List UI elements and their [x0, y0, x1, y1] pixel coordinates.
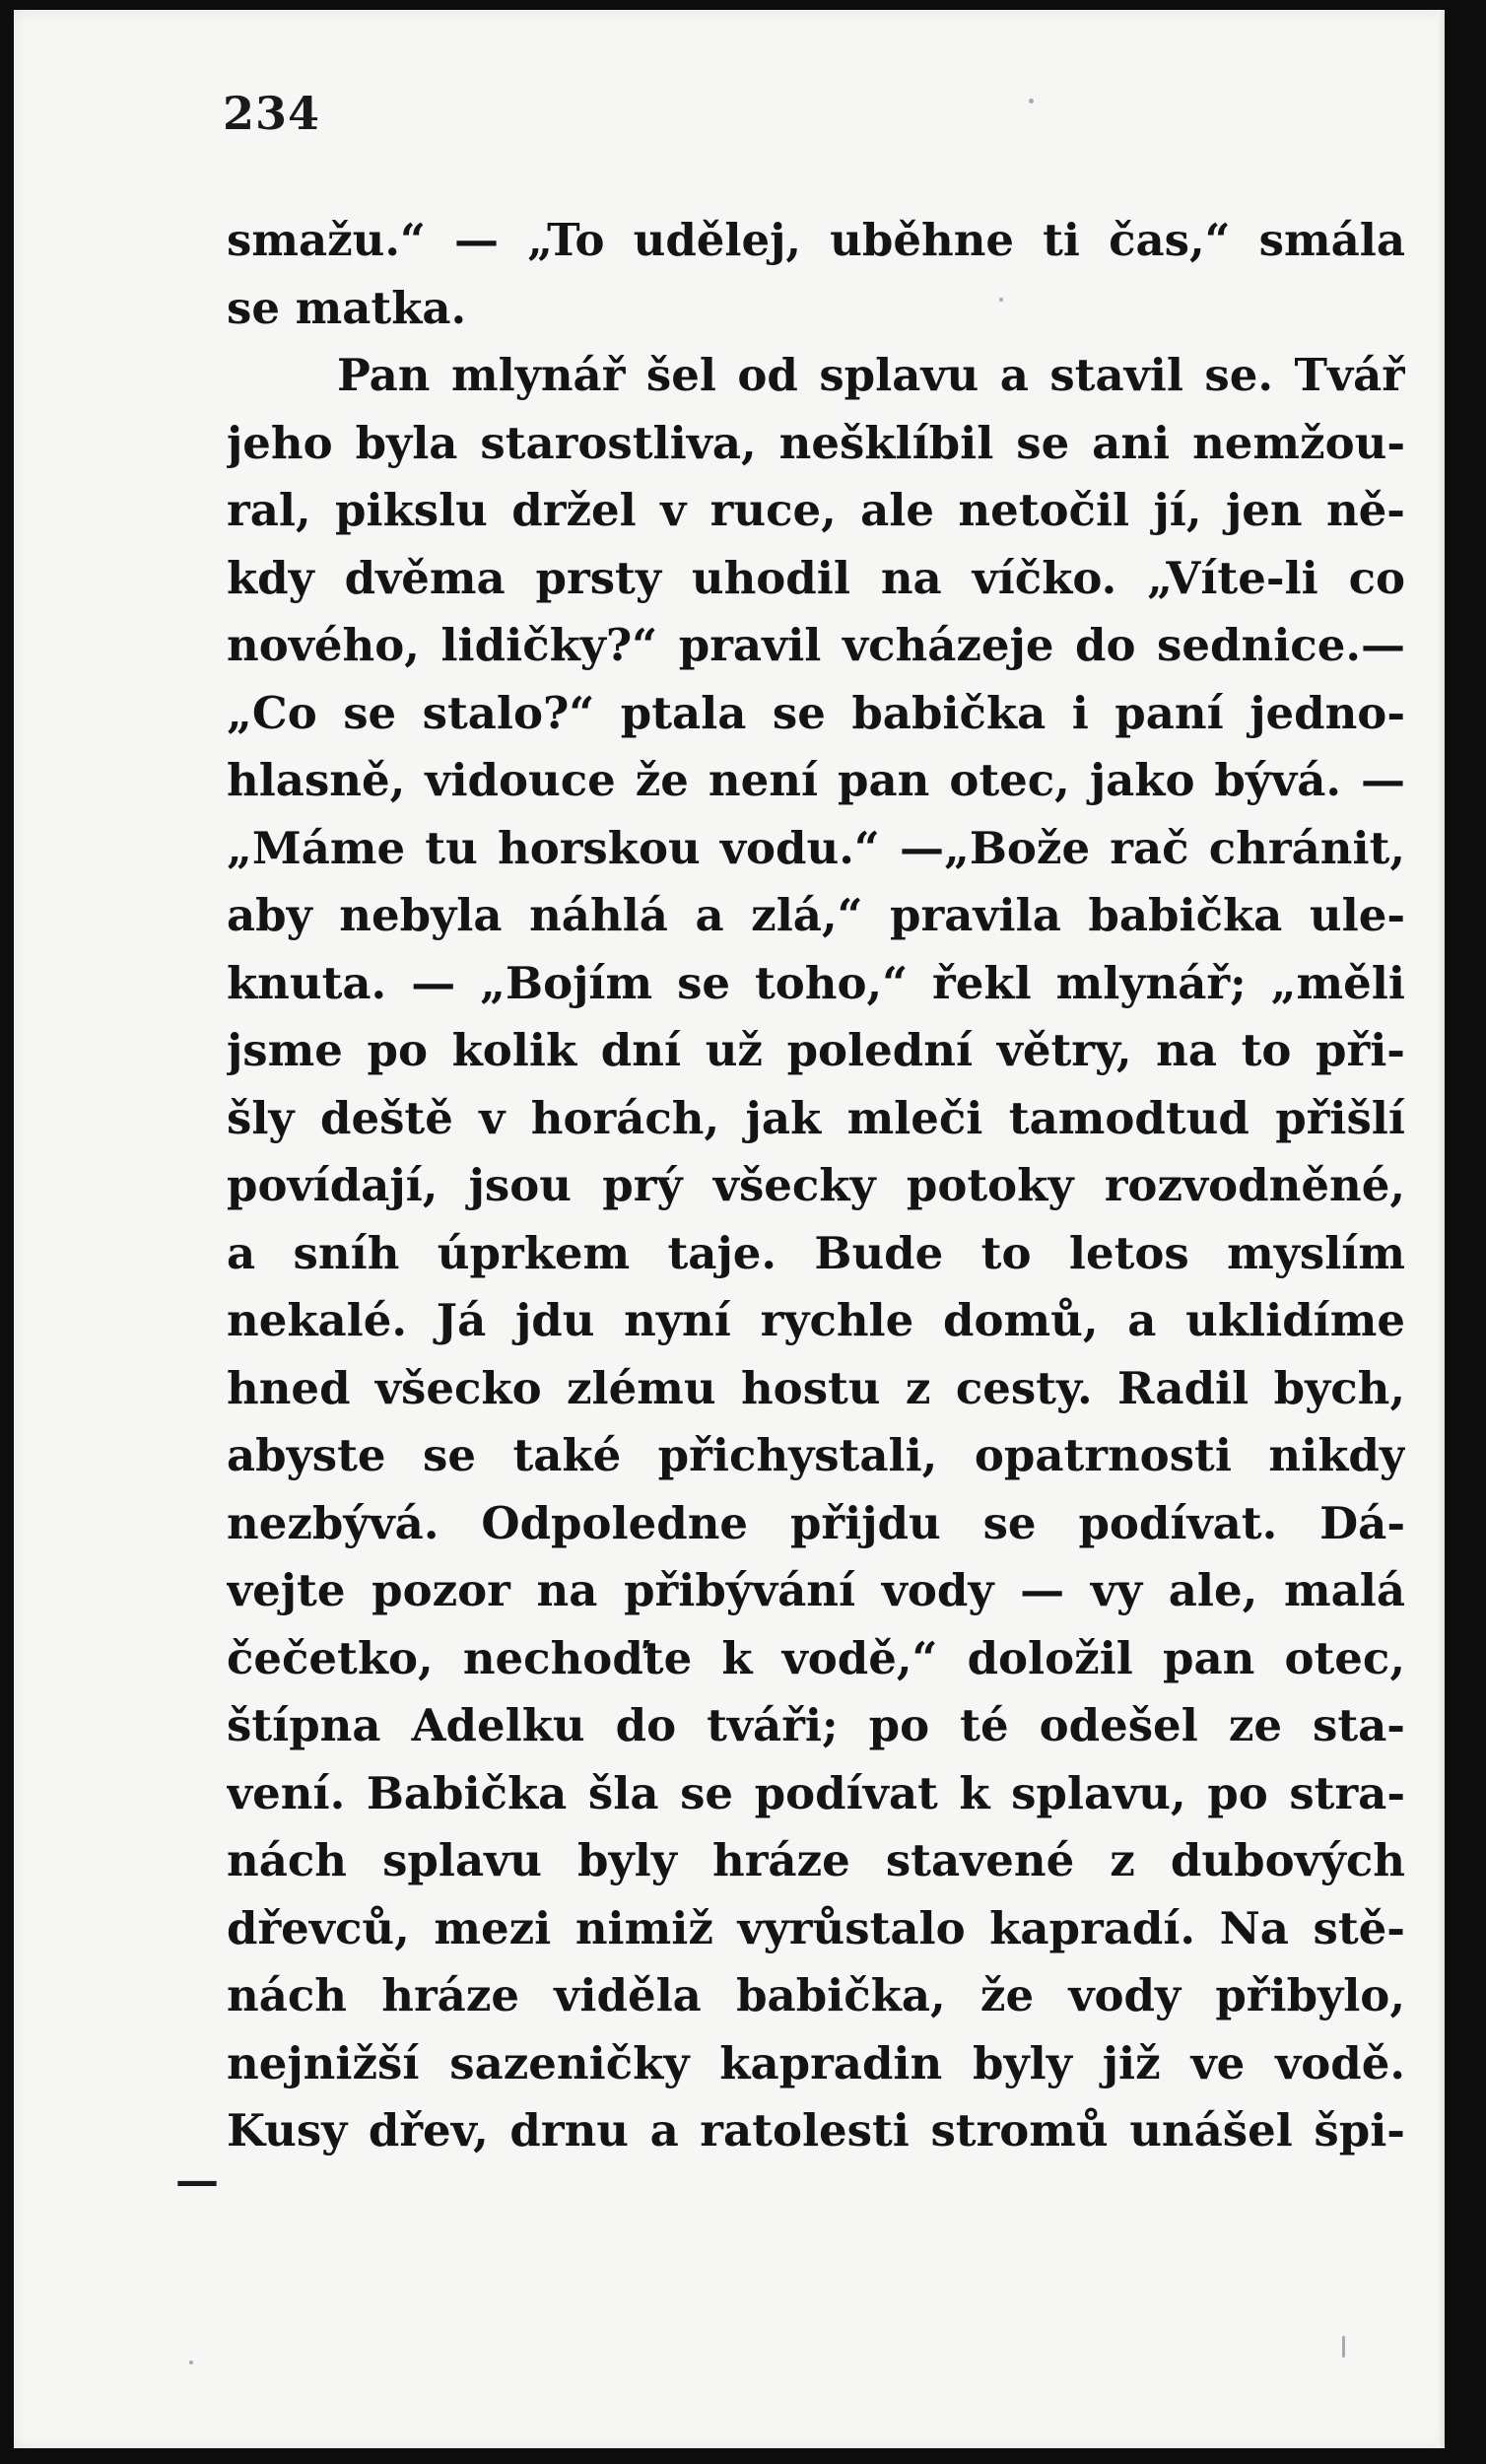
text-line: nách splavu byly hráze stavené z dubových: [227, 1834, 1405, 1886]
book-page: [14, 10, 1445, 2448]
text-line: knuta. — „Bojím se toho,“ řekl mlynář; „měli: [227, 956, 1405, 1009]
text-line: nového, lidičky?“ pravil vcházeje do sednice.—: [227, 619, 1405, 671]
text-line: hlasně, vidouce že není pan otec, jako bývá. —: [227, 754, 1405, 806]
margin-mark: —: [175, 2156, 219, 2206]
paper-speck: [1029, 99, 1034, 103]
text-line: Pan mlynář šel od splavu a stavil se. Tvář: [337, 349, 1405, 401]
text-line: „Máme tu horskou vodu.“ —„Bože rač chránit,: [227, 821, 1405, 874]
text-line: dřevců, mezi nimiž vyrůstalo kapradí. Na stě-: [227, 1901, 1405, 1954]
text-line: jsme po kolik dní už polední větry, na to při-: [227, 1024, 1405, 1076]
text-line: nekalé. Já jdu nyní rychle domů, a uklidíme: [227, 1294, 1405, 1346]
text-line: „Co se stalo?“ ptala se babička i paní jedno-: [227, 686, 1405, 739]
text-line: abyste se také přichystali, opatrnosti nikdy: [227, 1429, 1405, 1481]
text-line: nejnižší sazeničky kapradin byly již ve vodě.: [227, 2036, 1405, 2089]
text-line: štípna Adelku do tváři; po té odešel ze sta-: [227, 1699, 1405, 1751]
paper-speck: [999, 298, 1003, 302]
body-text: [227, 207, 1405, 2165]
page-edge: [1437, 10, 1445, 2448]
text-line: vení. Babička šla se podívat k splavu, po stra-: [227, 1766, 1405, 1819]
page-number: 234: [223, 87, 321, 140]
text-line: a sníh úprkem taje. Bude to letos myslím: [227, 1226, 1405, 1279]
text-line: hned všecko zlému hostu z cesty. Radil bych,: [227, 1361, 1405, 1414]
text-line: Kusy dřev, drnu a ratolesti stromů unášel špi-: [227, 2104, 1405, 2156]
text-line: aby nebyla náhlá a zlá,“ pravila babička ule-: [227, 889, 1405, 941]
text-line: čečetko, nechoďte k vodě,“ doložil pan otec,: [227, 1631, 1405, 1684]
text-line: smažu.“ — „To udělej, uběhne ti čas,“ smála: [227, 214, 1405, 266]
text-line: jeho byla starostliva, nešklíbil se ani nemžou-: [227, 416, 1405, 469]
text-line: se matka.: [227, 281, 467, 334]
text-line: povídají, jsou prý všecky potoky rozvodněné,: [227, 1159, 1405, 1211]
text-line: vejte pozor na přibývání vody — vy ale, malá: [227, 1564, 1405, 1616]
text-line: ral, pikslu držel v ruce, ale netočil jí, jen ně-: [227, 484, 1405, 536]
text-line: nách hráze viděla babička, že vody přibylo,: [227, 1969, 1405, 2021]
paper-speck: [1342, 2336, 1345, 2358]
text-line: kdy dvěma prsty uhodil na víčko. „Víte-li co: [227, 551, 1405, 604]
text-line: nezbývá. Odpoledne přijdu se podívat. Dá-: [227, 1496, 1405, 1549]
text-line: šly deště v horách, jak mleči tamodtud přišlí: [227, 1091, 1405, 1144]
paper-speck: [189, 2361, 193, 2364]
